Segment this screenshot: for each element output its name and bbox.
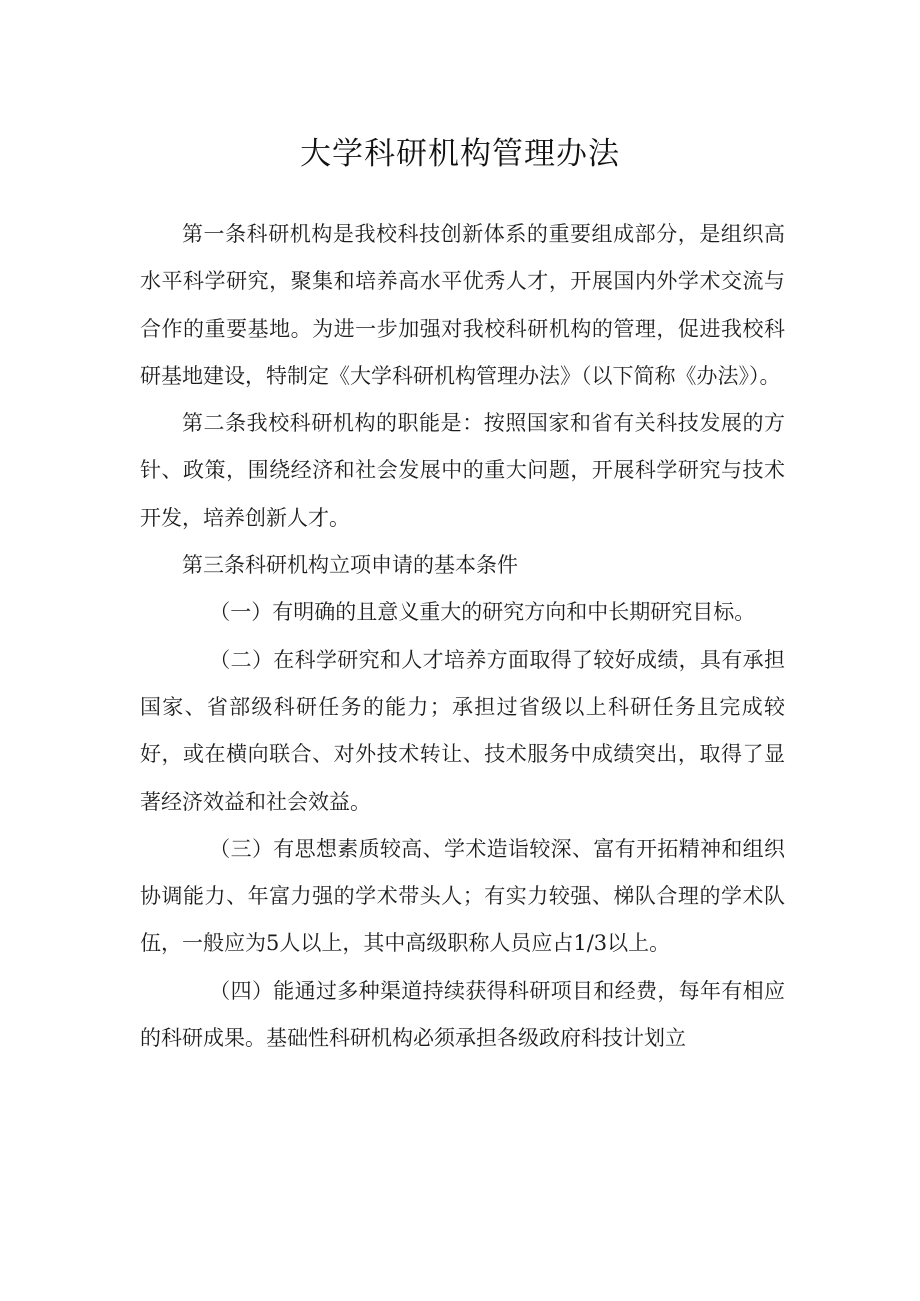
article-2-paragraph: 第二条我校科研机构的职能是：按照国家和省有关科技发展的方针、政策，围绕经济和社会发展中的重大问题，开展科学研究与技术开发，培养创新人才。 bbox=[140, 411, 785, 530]
condition-item-1: （一）有明确的且意义重大的研究方向和中长期研究目标。 bbox=[209, 600, 756, 625]
article-1-paragraph: 第一条科研机构是我校科技创新体系的重要组成部分，是组织高水平科学研究，聚集和培养高水平优秀人才，开展国内外学术交流与合作的重要基地。为进一步加强对我校科研机构的管理，促进我校科研基地建设，特制定《大学科研机构管理办法》（以下简称《办法》）。 bbox=[140, 222, 785, 388]
document-title: 大学科研机构管理办法 bbox=[300, 136, 620, 172]
article-3-heading: 第三条科研机构立项申请的基本条件 bbox=[182, 553, 518, 578]
condition-item-4: （四）能通过多种渠道持续获得科研项目和经费，每年有相应的科研成果。基础性科研机构必须承担各级政府科技计划立 bbox=[140, 978, 785, 1051]
condition-item-3: （三）有思想素质较高、学术造诣较深、富有开拓精神和组织协调能力、年富力强的学术带头人；有实力较强、梯队合理的学术队伍，一般应为5人以上，其中高级职称人员应占1/3以上。 bbox=[140, 836, 785, 956]
condition-item-2: （二）在科学研究和人才培养方面取得了较好成绩，具有承担国家、省部级科研任务的能力；承担过省级以上科研任务且完成较好，或在横向联合、对外技术转让、技术服务中成绩突出，取得了显著经济效益和社会效益。 bbox=[140, 647, 785, 814]
document-body bbox=[140, 211, 785, 1062]
